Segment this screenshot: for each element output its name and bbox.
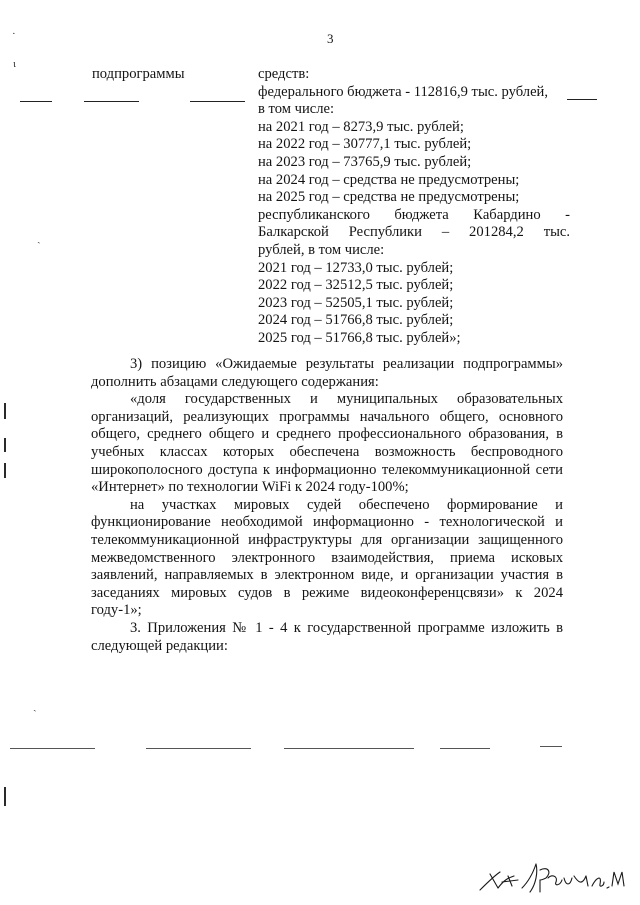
table-row-label: подпрограммы bbox=[92, 66, 185, 82]
scan-speck: · bbox=[12, 28, 16, 40]
paragraph-quote-courts: на участках мировых судей обеспечено формирование и функционирование необходимой информационно - технологической и телекоммуникационной инфраструктуры для организации защищенного межведомственного электронного взаимодействия, приема исковых заявлений, направляемых в электронном виде, и организации участия в заседаниях мировых судов в режиме видеоконференцсвязи» к 2024 году-1»; bbox=[91, 496, 563, 619]
paragraph-item-3: 3) позицию «Ожидаемые результаты реализации подпрограммы» дополнить абзацами следующего содержания: bbox=[91, 356, 563, 390]
signature bbox=[478, 862, 628, 896]
funding-line: республиканского бюджета Кабардино - bbox=[258, 206, 570, 223]
page-rule bbox=[540, 746, 562, 747]
scan-speck: ˎ bbox=[37, 232, 41, 244]
table-border bbox=[190, 101, 245, 102]
funding-line: 2025 год – 51766,8 тыс. рублей»; bbox=[258, 329, 461, 346]
scan-speck: ι bbox=[13, 58, 16, 70]
funding-line: 2022 год – 32512,5 тыс. рублей; bbox=[258, 277, 454, 294]
page-rule bbox=[284, 748, 414, 749]
funding-line: в том числе: bbox=[258, 101, 335, 118]
scan-mark bbox=[4, 463, 6, 478]
funding-line: 2024 год – 51766,8 тыс. рублей; bbox=[258, 312, 454, 329]
table-border bbox=[20, 101, 52, 102]
funding-line: на 2023 год – 73765,9 тыс. рублей; bbox=[258, 153, 472, 170]
funding-line: Балкарской Республики – 201284,2 тыс. bbox=[258, 224, 570, 241]
paragraph-section-3: 3. Приложения № 1 - 4 к государственной программе изложить в следующей редакции: bbox=[91, 619, 563, 654]
scan-mark bbox=[4, 438, 6, 452]
page-number: 3 bbox=[327, 31, 334, 46]
funding-line: на 2022 год – 30777,1 тыс. рублей; bbox=[258, 136, 472, 153]
page-rule bbox=[146, 748, 251, 749]
funding-line: 2021 год – 12733,0 тыс. рублей; bbox=[258, 259, 454, 276]
page-rule bbox=[10, 748, 95, 749]
scan-speck: ˎ bbox=[33, 700, 37, 712]
funding-line: рублей, в том числе: bbox=[258, 241, 385, 258]
funding-line: на 2025 год – средства не предусмотрены; bbox=[258, 189, 520, 206]
document-body bbox=[91, 356, 563, 655]
scan-mark bbox=[4, 787, 6, 806]
scan-mark bbox=[4, 403, 6, 419]
funding-line: на 2021 год – 8273,9 тыс. рублей; bbox=[258, 118, 464, 135]
table-border bbox=[84, 101, 139, 102]
funding-details bbox=[258, 66, 570, 348]
page-rule bbox=[440, 748, 490, 749]
table-border bbox=[567, 99, 597, 100]
funding-line: 2023 год – 52505,1 тыс. рублей; bbox=[258, 294, 454, 311]
funding-line: средств: bbox=[258, 66, 310, 82]
funding-line: федерального бюджета - 112816,9 тыс. рублей, bbox=[258, 83, 549, 100]
funding-line: на 2024 год – средства не предусмотрены; bbox=[258, 171, 520, 188]
paragraph-quote-wifi: «доля государственных и муниципальных образовательных организаций, реализующих программы начального общего, основного общего, среднего общего и среднего профессионального образования, в учебных классах которых обеспечена возможность беспроводного широкополосного доступа к информационно телекоммуникационной сети «Интернет» по технологии WiFi к 2024 году-100%; bbox=[91, 391, 563, 496]
